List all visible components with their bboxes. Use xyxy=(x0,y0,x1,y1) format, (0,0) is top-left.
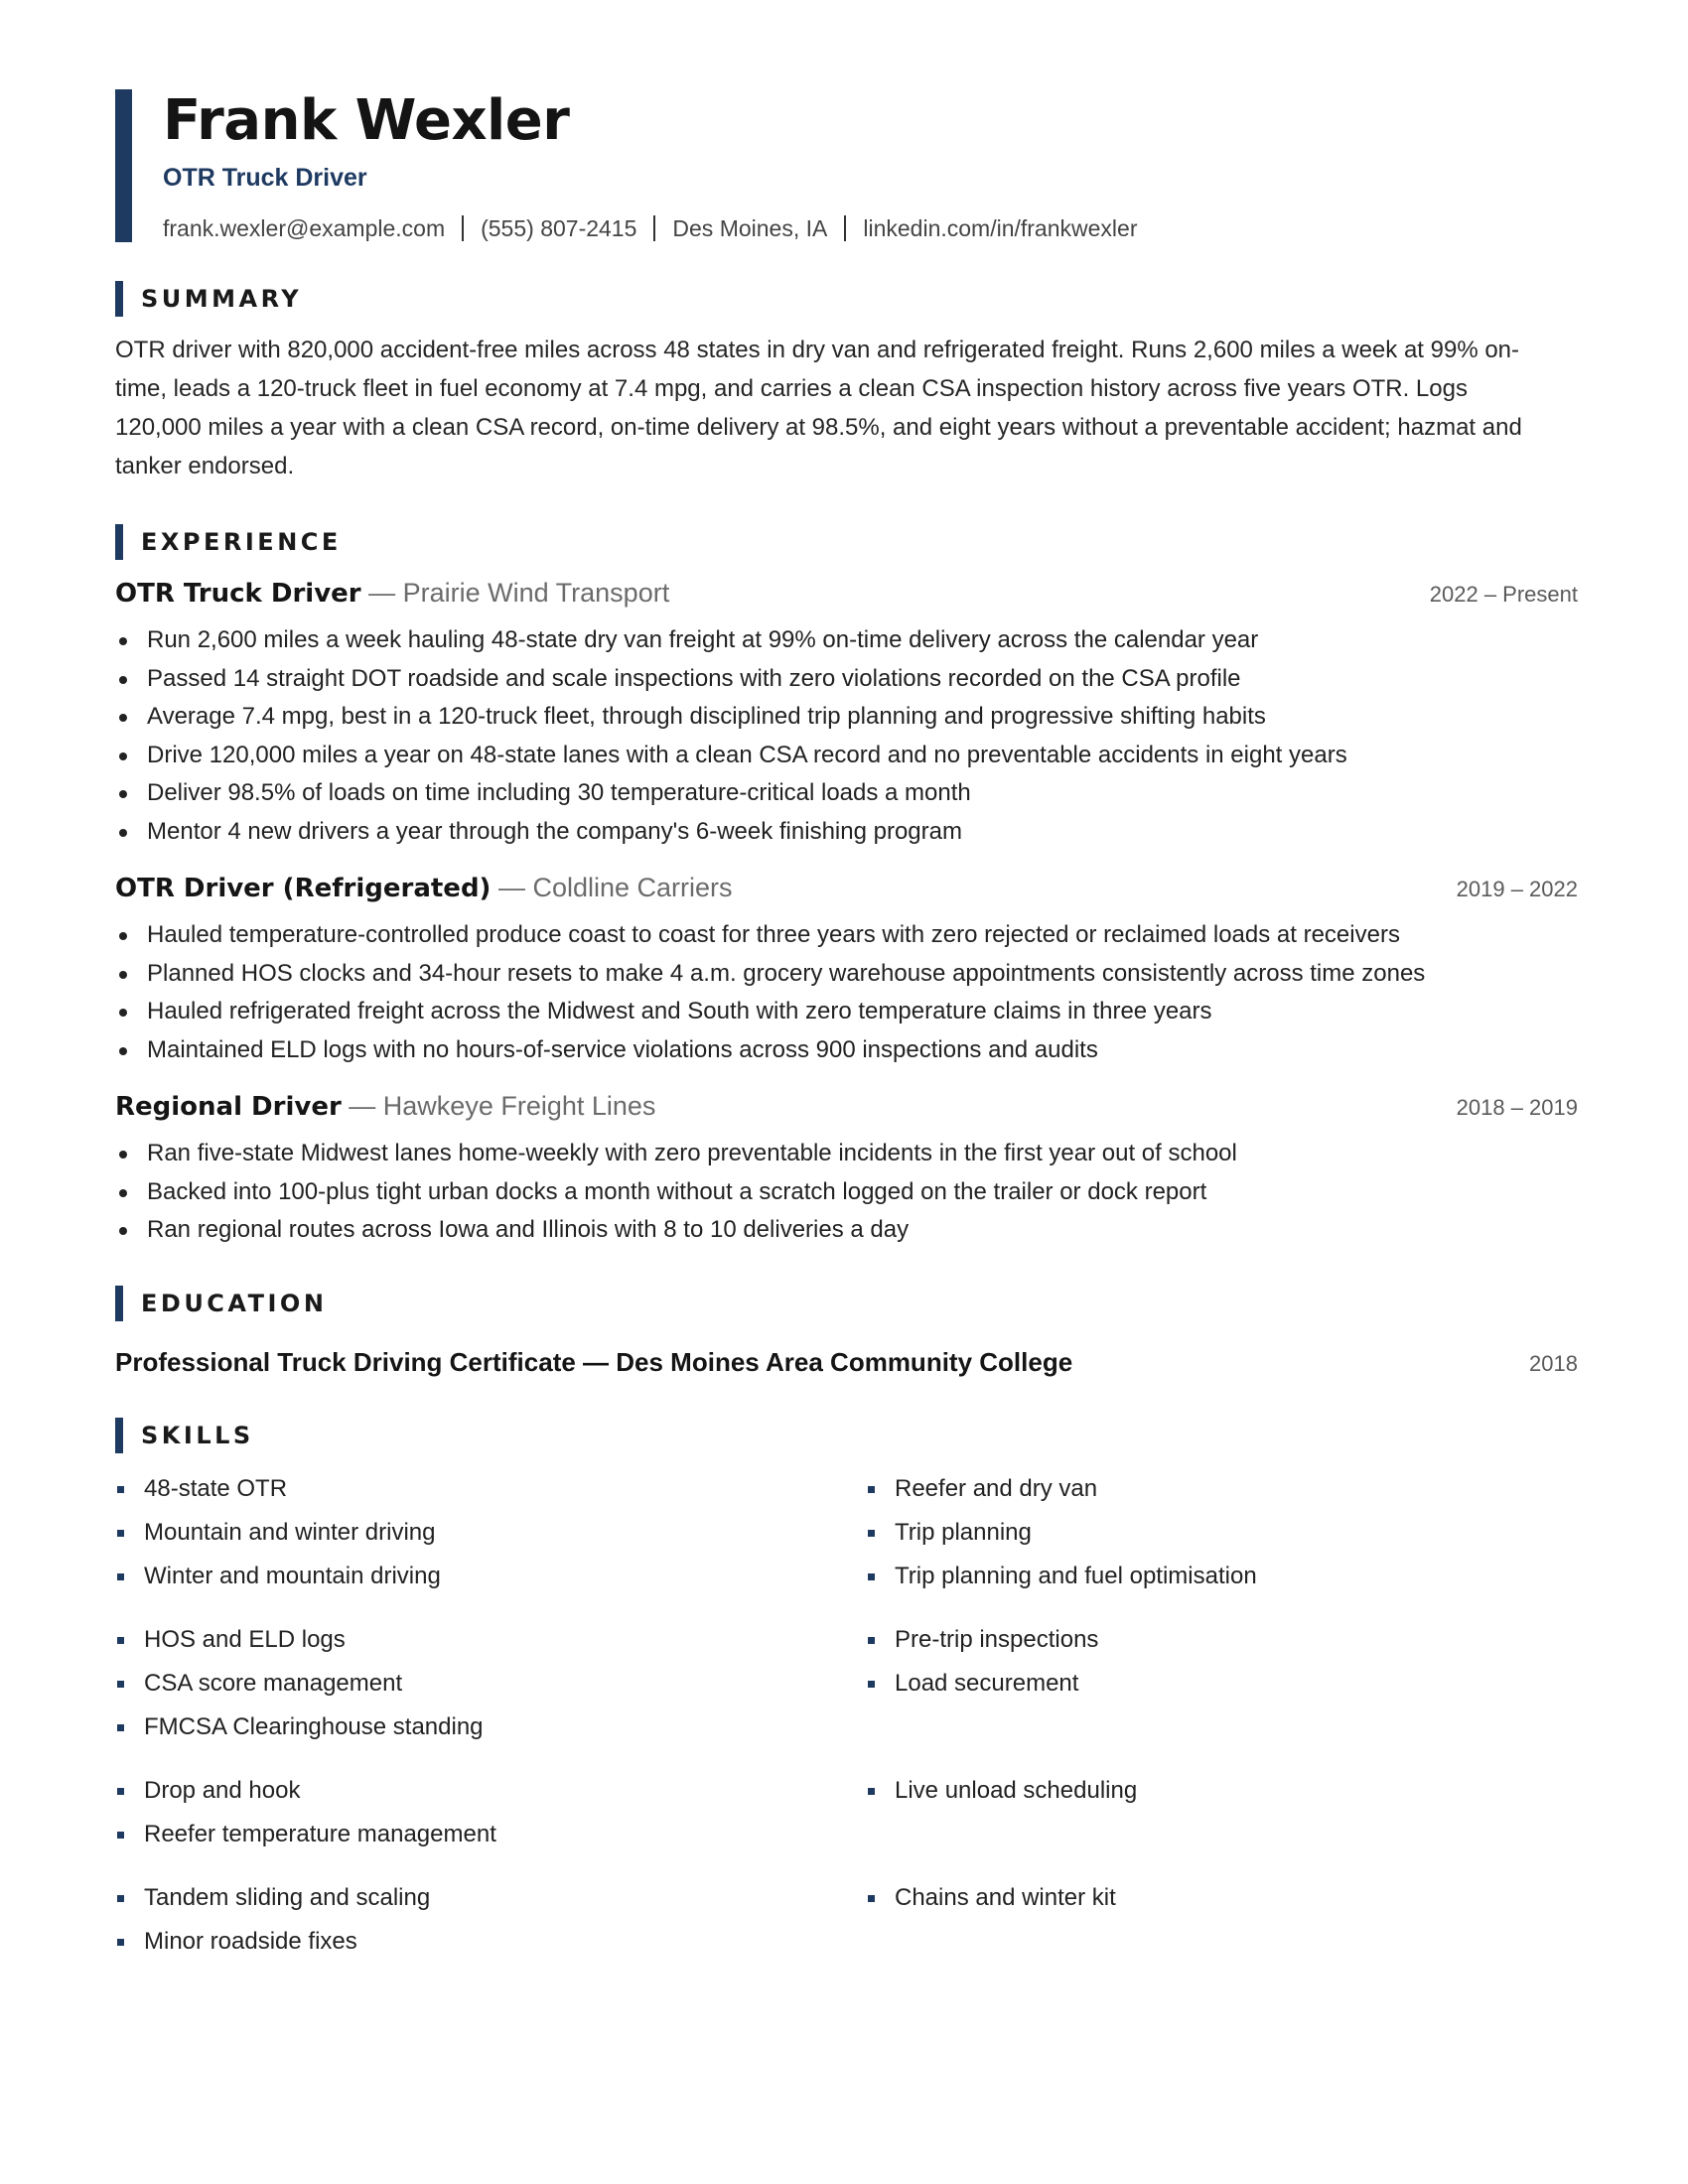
job-bullet: Passed 14 straight DOT roadside and scale inspections with zero violations recorded on the CSA profile xyxy=(115,660,1578,699)
section-accent-bar xyxy=(115,1418,123,1453)
job-title: OTR Truck Driver xyxy=(115,579,361,609)
contact-line xyxy=(163,214,1578,242)
job-bullets xyxy=(115,916,1578,1069)
job-title-line xyxy=(115,873,733,903)
experience-section xyxy=(115,524,1578,1250)
job-company: — Coldline Carriers xyxy=(491,873,733,902)
job-bullet: Run 2,600 miles a week hauling 48-state dry van freight at 99% on-time delivery across the calendar year xyxy=(115,621,1578,660)
job-bullet: Ran five-state Midwest lanes home-weekly with zero preventable incidents in the first year out of school xyxy=(115,1135,1578,1173)
experience-heading xyxy=(115,524,1578,560)
contact-phone: (555) 807-2415 xyxy=(481,215,637,241)
education-section xyxy=(115,1286,1578,1378)
job-bullet: Maintained ELD logs with no hours-of-service violations across 900 inspections and audits xyxy=(115,1031,1578,1070)
job-company: — Hawkeye Freight Lines xyxy=(341,1091,656,1121)
job-dates: 2019 – 2022 xyxy=(1456,877,1578,901)
skill-item: Live unload scheduling xyxy=(866,1769,1578,1813)
education-heading xyxy=(115,1286,1578,1321)
job-bullet: Drive 120,000 miles a year on 48-state lanes with a clean CSA record and no preventable accidents in eight years xyxy=(115,737,1578,775)
job-header xyxy=(115,873,1578,912)
resume-page xyxy=(115,88,1578,1983)
skill-group xyxy=(115,1467,1578,1598)
job-bullet: Hauled refrigerated freight across the Midwest and South with zero temperature claims in three years xyxy=(115,993,1578,1031)
contact-linkedin: linkedin.com/in/frankwexler xyxy=(863,215,1138,241)
header-accent-bar xyxy=(115,89,132,242)
job-entry xyxy=(115,578,1578,851)
skill-item: Reefer temperature management xyxy=(115,1813,866,1856)
job-header xyxy=(115,1091,1578,1131)
job-bullet: Ran regional routes across Iowa and Illinois with 8 to 10 deliveries a day xyxy=(115,1211,1578,1250)
resume-header xyxy=(115,89,1578,242)
skill-column-right xyxy=(866,1876,1578,1964)
section-title: EXPERIENCE xyxy=(141,528,342,556)
contact-divider xyxy=(653,215,655,241)
skill-item: Load securement xyxy=(866,1662,1578,1706)
candidate-role: OTR Truck Driver xyxy=(163,164,367,192)
job-company: — Prairie Wind Transport xyxy=(360,578,670,608)
contact-divider xyxy=(462,215,464,241)
section-accent-bar xyxy=(115,1286,123,1321)
skills-list xyxy=(115,1467,1578,1983)
skill-column-right xyxy=(866,1769,1578,1856)
section-title: SKILLS xyxy=(141,1421,254,1449)
skill-column-left xyxy=(115,1618,866,1749)
skill-group xyxy=(115,1769,1578,1856)
job-bullet: Deliver 98.5% of loads on time including 30 temperature-critical loads a month xyxy=(115,774,1578,813)
summary-heading xyxy=(115,281,1578,317)
section-title: SUMMARY xyxy=(141,285,303,313)
contact-location: Des Moines, IA xyxy=(672,215,828,241)
job-bullets xyxy=(115,621,1578,851)
skill-item: Minor roadside fixes xyxy=(115,1920,866,1964)
skill-item: 48-state OTR xyxy=(115,1467,866,1511)
skill-item: Reefer and dry van xyxy=(866,1467,1578,1511)
education-entry xyxy=(115,1347,1578,1378)
job-bullets xyxy=(115,1135,1578,1250)
contact-email: frank.wexler@example.com xyxy=(163,215,446,241)
job-title: OTR Driver (Refrigerated) xyxy=(115,874,492,903)
job-bullet: Hauled temperature-controlled produce coast to coast for three years with zero rejected or reclaimed loads at receivers xyxy=(115,916,1578,955)
candidate-name: Frank Wexler xyxy=(163,88,570,153)
section-accent-bar xyxy=(115,524,123,560)
job-dates: 2018 – 2019 xyxy=(1456,1095,1578,1120)
section-title: EDUCATION xyxy=(141,1289,328,1317)
job-dates: 2022 – Present xyxy=(1429,582,1578,607)
job-entry xyxy=(115,1091,1578,1250)
skill-column-left xyxy=(115,1876,866,1964)
job-bullet: Planned HOS clocks and 34-hour resets to make 4 a.m. grocery warehouse appointments consistently across time zones xyxy=(115,955,1578,994)
skill-item: FMCSA Clearinghouse standing xyxy=(115,1706,866,1749)
skill-column-right xyxy=(866,1467,1578,1598)
education-title: Professional Truck Driving Certificate — Des Moines Area Community College xyxy=(115,1346,1073,1377)
skill-column-left xyxy=(115,1769,866,1856)
job-entry xyxy=(115,873,1578,1069)
skill-item: CSA score management xyxy=(115,1662,866,1706)
skill-item: Trip planning xyxy=(866,1511,1578,1555)
education-date: 2018 xyxy=(1529,1350,1578,1376)
summary-text: OTR driver with 820,000 accident-free miles across 48 states in dry van and refrigerated freight. Runs 2,600 miles a week at 99% on-time, leads a 120-truck fleet in fuel economy at 7.4 mpg, and carries a clean CSA inspection history across five years OTR. Logs 120,000 miles a year with a clean CSA record, on-time delivery at 98.5%, and eight years without a preventable accident; hazmat and tanker endorsed. xyxy=(115,337,1522,479)
job-bullet: Backed into 100-plus tight urban docks a month without a scratch logged on the trailer or dock report xyxy=(115,1173,1578,1212)
skill-item: HOS and ELD logs xyxy=(115,1618,866,1662)
skill-item: Drop and hook xyxy=(115,1769,866,1813)
job-title: Regional Driver xyxy=(115,1092,342,1122)
job-header xyxy=(115,578,1578,617)
skill-item: Tandem sliding and scaling xyxy=(115,1876,866,1920)
skill-column-right xyxy=(866,1618,1578,1749)
skill-item: Chains and winter kit xyxy=(866,1876,1578,1920)
summary-section xyxy=(115,281,1578,485)
skill-item: Pre-trip inspections xyxy=(866,1618,1578,1662)
skill-group xyxy=(115,1876,1578,1964)
job-title-line xyxy=(115,578,669,609)
skill-item: Mountain and winter driving xyxy=(115,1511,866,1555)
job-title-line xyxy=(115,1091,655,1122)
skill-group xyxy=(115,1618,1578,1749)
contact-divider xyxy=(844,215,846,241)
skills-heading xyxy=(115,1418,1578,1453)
skill-column-left xyxy=(115,1467,866,1598)
skill-item: Winter and mountain driving xyxy=(115,1555,866,1598)
job-bullet: Average 7.4 mpg, best in a 120-truck fleet, through disciplined trip planning and progressive shifting habits xyxy=(115,698,1578,737)
job-bullet: Mentor 4 new drivers a year through the company's 6-week finishing program xyxy=(115,813,1578,852)
skills-section xyxy=(115,1418,1578,1983)
section-accent-bar xyxy=(115,281,123,317)
skill-item: Trip planning and fuel optimisation xyxy=(866,1555,1578,1598)
